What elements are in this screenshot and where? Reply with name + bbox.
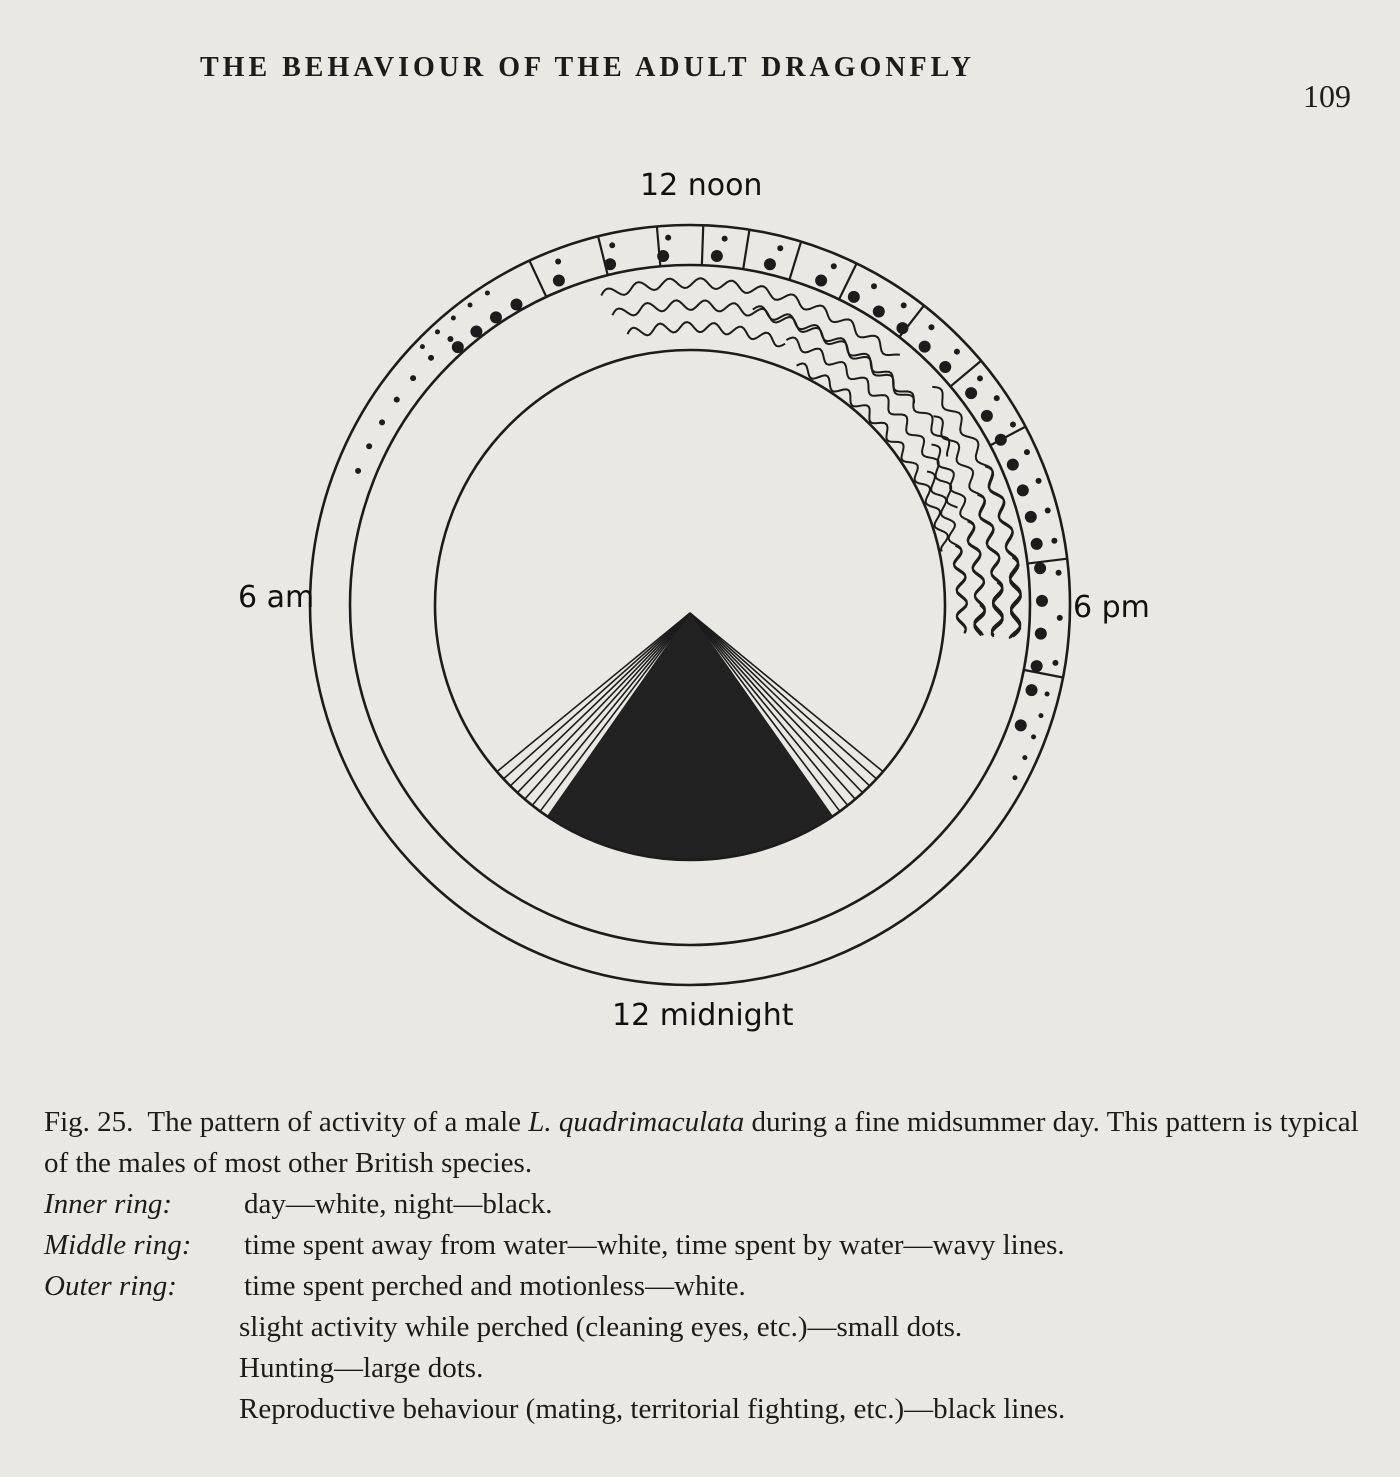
hunting-dot: [657, 250, 669, 262]
slight-activity-dot: [485, 291, 490, 296]
slight-activity-dot: [379, 419, 385, 425]
hunting-dot: [1007, 459, 1019, 471]
slight-activity-dot: [394, 397, 400, 403]
water-wavy-line: [797, 363, 948, 551]
hunting-dot: [939, 361, 951, 373]
water-wavy-line: [932, 445, 985, 636]
caption-outer-ring: [44, 1266, 1374, 1307]
outer-ring-line-1: time spent perched and motionless—white.: [244, 1270, 746, 1302]
water-wavy-line: [601, 278, 900, 355]
outer-ring-line-3: Hunting—large dots.: [239, 1352, 484, 1384]
label-6-pm: 6 pm: [1073, 590, 1150, 625]
reproductive-line: [743, 230, 749, 270]
slight-activity-dot: [954, 349, 960, 355]
slight-activity-dot: [468, 303, 473, 308]
label-12-noon: 12 noon: [640, 168, 763, 203]
hunting-dot: [919, 341, 931, 353]
outer-ring-line-4: Reproductive behaviour (mating, territorial fighting, etc.)—black lines.: [239, 1393, 1066, 1425]
slight-activity-dot: [901, 302, 907, 308]
outer-ring-border: [310, 225, 1070, 985]
slight-activity-dot: [1052, 660, 1058, 666]
caption-middle-ring: [44, 1225, 1374, 1266]
slight-activity-dot: [871, 283, 877, 289]
hunting-dot: [604, 258, 616, 270]
caption-intro: [44, 1102, 1374, 1184]
label-12-midnight: 12 midnight: [612, 998, 794, 1033]
hunting-dot: [1025, 511, 1037, 523]
reproductive-line: [789, 242, 801, 280]
running-title: THE BEHAVIOUR OF THE ADULT DRAGONFLY: [200, 52, 975, 83]
slight-activity-dot: [665, 235, 671, 241]
reproductive-line: [1027, 559, 1067, 564]
slight-activity-dot: [777, 245, 783, 251]
slight-activity-dot: [555, 258, 561, 264]
hunting-dot: [815, 274, 827, 286]
slight-activity-dot: [1036, 478, 1042, 484]
hunting-dot: [1017, 484, 1029, 496]
reproductive-line: [702, 225, 703, 265]
night-wedge: [547, 613, 832, 860]
inner-ring-text: day—white, night—black.: [244, 1188, 553, 1220]
slight-activity-dot: [1045, 507, 1051, 513]
reproductive-line: [1024, 670, 1063, 678]
reproductive-line: [598, 236, 608, 275]
species-name: L. quadrimaculata: [528, 1106, 745, 1138]
hunting-dot: [1031, 538, 1043, 550]
middle-ring-text: time spent away from water—white, time spent by water—wavy lines.: [244, 1229, 1065, 1261]
hunting-dot: [1035, 628, 1047, 640]
middle-ring-label: Middle ring:: [44, 1229, 192, 1261]
hunting-dot: [553, 274, 565, 286]
reproductive-line: [529, 261, 546, 297]
slight-activity-dot: [1045, 692, 1050, 697]
slight-activity-dot: [994, 395, 1000, 401]
slight-activity-dot: [355, 468, 361, 474]
hunting-dot: [1034, 562, 1046, 574]
water-wavy-line: [628, 322, 786, 346]
slight-activity-dot: [366, 443, 372, 449]
hunting-dot: [1031, 660, 1043, 672]
outer-ring-label: Outer ring:: [44, 1270, 177, 1302]
hunting-dot: [995, 434, 1007, 446]
slight-activity-dot: [1051, 538, 1057, 544]
hunting-dot: [848, 291, 860, 303]
hunting-dot: [490, 311, 502, 323]
water-wavy-line: [753, 306, 950, 456]
slight-activity-dot: [451, 315, 456, 320]
hunting-dot: [1026, 684, 1038, 696]
slight-activity-dot: [977, 375, 983, 381]
hunting-dot: [873, 305, 885, 317]
hunting-dot: [511, 298, 523, 310]
caption-inner-ring: [44, 1184, 1374, 1225]
slight-activity-dot: [435, 329, 440, 334]
slight-activity-dot: [1010, 421, 1016, 427]
label-6-am: 6 am: [238, 580, 315, 615]
hunting-dot: [452, 341, 464, 353]
slight-activity-dot: [420, 344, 425, 349]
hunting-dot: [896, 322, 908, 334]
slight-activity-dot: [1031, 734, 1036, 739]
water-wavy-line: [985, 466, 1021, 637]
hunting-dot: [1036, 595, 1048, 607]
hunting-dot: [470, 326, 482, 338]
hunting-dot: [764, 258, 776, 270]
page-number: 109: [1303, 78, 1351, 114]
hunting-dot: [981, 410, 993, 422]
hunting-dot: [965, 387, 977, 399]
slight-activity-dot: [428, 355, 434, 361]
slight-activity-dot: [1056, 570, 1062, 576]
slight-activity-dot: [410, 375, 416, 381]
slight-activity-dot: [1024, 449, 1030, 455]
reproductive-line: [950, 361, 981, 387]
fig-number: Fig. 25.: [44, 1106, 134, 1138]
slight-activity-dot: [1012, 775, 1017, 780]
hunting-dot: [711, 250, 723, 262]
slight-activity-dot: [928, 324, 934, 330]
slight-activity-dot: [1022, 755, 1027, 760]
caption-text-1: The pattern of activity of a male: [147, 1106, 522, 1138]
inner-ring-label: Inner ring:: [44, 1188, 173, 1220]
slight-activity-dot: [1038, 713, 1043, 718]
slight-activity-dot: [609, 242, 615, 248]
caption-text-2: during a fine midsummer day. This pattern is typical of the males of most other British species.: [44, 1106, 1359, 1179]
slight-activity-dot: [1057, 615, 1063, 621]
slight-activity-dot: [722, 236, 728, 242]
slight-activity-dot: [447, 336, 453, 342]
outer-ring-line-2: slight activity while perched (cleaning eyes, etc.)—small dots.: [239, 1311, 963, 1343]
hunting-dot: [1015, 719, 1027, 731]
slight-activity-dot: [831, 263, 837, 269]
figure-caption: [44, 1102, 1374, 1430]
